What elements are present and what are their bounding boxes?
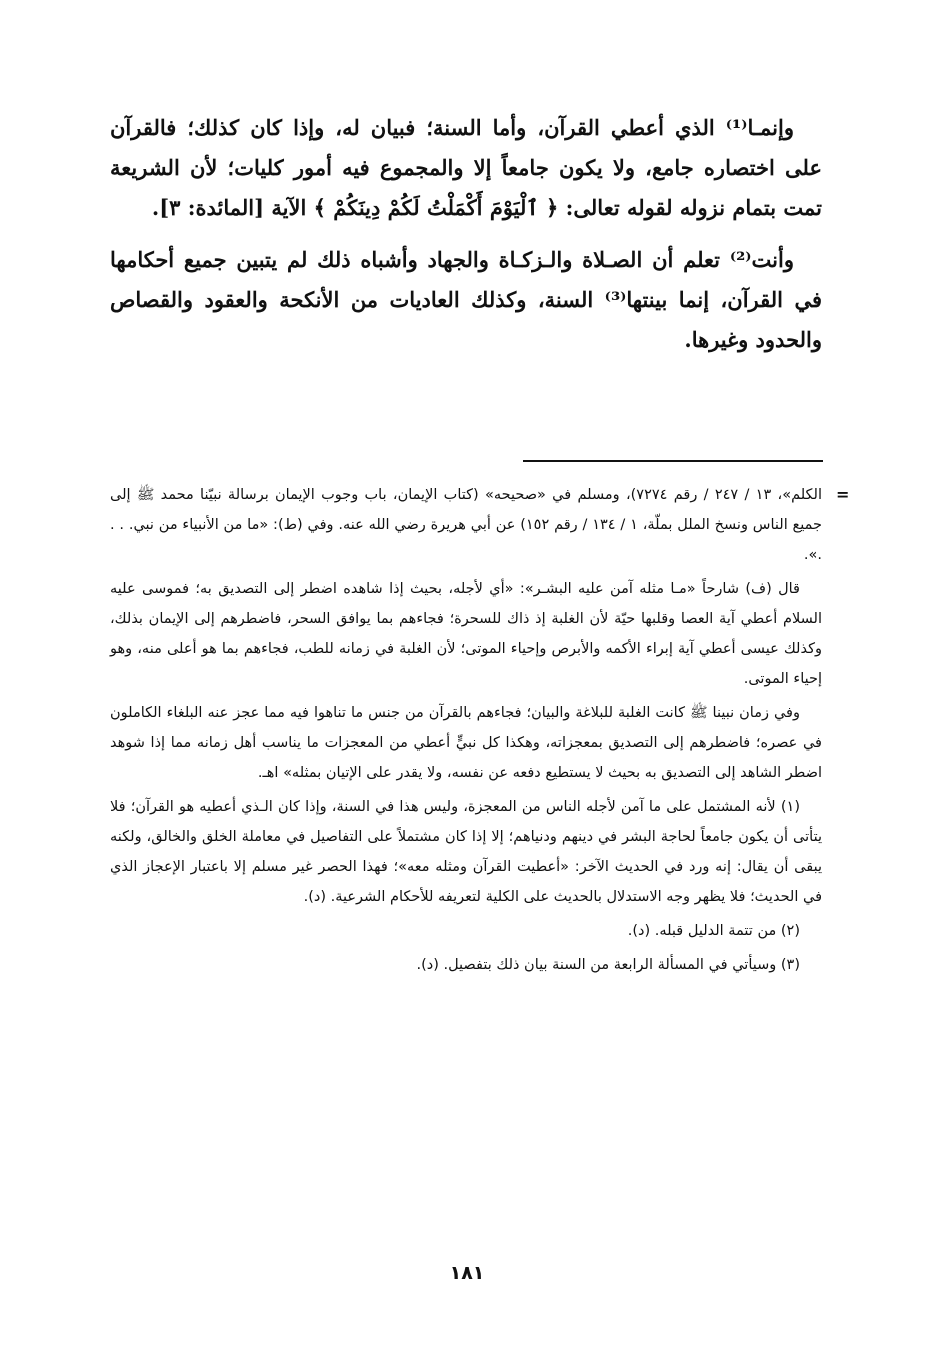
footnote-continued-2: قال (ف) شارحاً «مـا مثله آمن عليه البشـر»: «أي لأجله، بحيث إذا شاهده اضطر إلى التصديق به؛ فموسى عليه السلام أعطي آية العصا وقلبها حيّة لأن الغلبة إذ ذاك للسحرة؛ فجاءهم بما يوافق السحر، فاضطرهم إلى الإيمان بذلك، وكذلك عيسى أعطي آية إبراء الأكمه والأبرص وإحياء الموتى؛ لأن الغلبة في زمانه للطب، فجاءهم بما هو أعلى منه، وهو إحياء الموتى. — [110, 581, 822, 687]
quran-ayah: ﴿ ٱلْيَوْمَ أَكْمَلْتُ لَكُمْ دِينَكُمْ ﴾ — [313, 195, 559, 220]
continuation-mark: = — [836, 485, 850, 504]
footnote-3: (٣) وسيأتي في المسألة الرابعة من السنة بيان ذلك بتفصيل. (د). — [416, 957, 800, 973]
footnote-continued-1: الكلم»، ١٣ / ٢٤٧ / رقم ٧٢٧٤)، ومسلم في «صحيحه» (كتاب الإيمان، باب وجوب الإيمان برسالة نبيّنا محمد ﷺ إلى جميع الناس ونسخ الملل بملّة، ١ / ١٣٤ / رقم ١٥٢) عن أبي هريرة رضي الله عنه. وفي (ط): «ما من الأنبياء من نبي. . . .». — [110, 487, 823, 563]
footnote-separator — [523, 460, 823, 462]
ayah-tail: الآية — [271, 195, 307, 220]
main-paragraph-1 — [110, 108, 822, 228]
ayah-reference: [المائدة: ٣]. — [151, 195, 265, 220]
page-number: ١٨١ — [449, 1262, 485, 1284]
main-text — [110, 108, 822, 360]
footnotes — [110, 480, 822, 984]
footnote-continued-3: وفي زمان نبينا ﷺ كانت الغلبة للبلاغة والبيان؛ فجاءهم بالقرآن من جنس ما تناهوا فيه مما عجز عنه البلغاء الكاملون في عصره؛ فاضطرهم إلى التصديق بمعجزاته، وهكذا كل نبيٍّ أعطي من المعجزات ما يناسب أهل زمانه مما إذا شوهد اضطر الشاهد إلى التصديق به بحيث لا يستطيع دفعه عن نفسه، ولا يقدر على الإتيان بمثله» اهـ. — [110, 705, 822, 781]
footnote-2: (٢) من تتمة الدليل قبله. (د). — [627, 923, 800, 939]
main-paragraph-1-text: وإنمـا⁽¹⁾ الذي أعطي القرآن، وأما السنة؛ فبيان له، وإذا كان كذلك؛ فالقرآن على اختصاره جامع، ولا يكون جامعاً إلا والمجموع فيه أمور كليات؛ لأن الشريعة تمت بتمام نزوله لقوله تعالى: — [110, 115, 822, 220]
footnote-1: (١) لأنه المشتمل على ما آمن لأجله الناس من المعجزة، وليس هذا في السنة، وإذا كان الـذي أعطيه هو القرآن؛ فلا يتأتى أن يكون جامعاً لحاجة البشر في دينهم ودنياهم؛ إلا إذا كان مشتملاً على التفاصيل في معاملة الخلق والخالق، ولكنه يبقى أن يقال: إنه ورد في الحديث الآخر: «أعطيت القرآن ومثله معه»؛ فهذا الحصر غير مسلم إلا باعتبار الإعجاز الذي في الحديث؛ فلا يظهر وجه الاستدلال بالحديث على الكلية لتعريفه للأحكام الشرعية. (د). — [110, 799, 822, 905]
main-paragraph-2: وأنت⁽²⁾ تعلم أن الصـلاة والـزكـاة والجهاد وأشباه ذلك لم يتبين جميع أحكامها في القرآن، إنما بينتها⁽³⁾ السنة، وكذلك العاديات من الأنكحة والعقود والقصاص والحدود وغيرها. — [110, 247, 822, 352]
